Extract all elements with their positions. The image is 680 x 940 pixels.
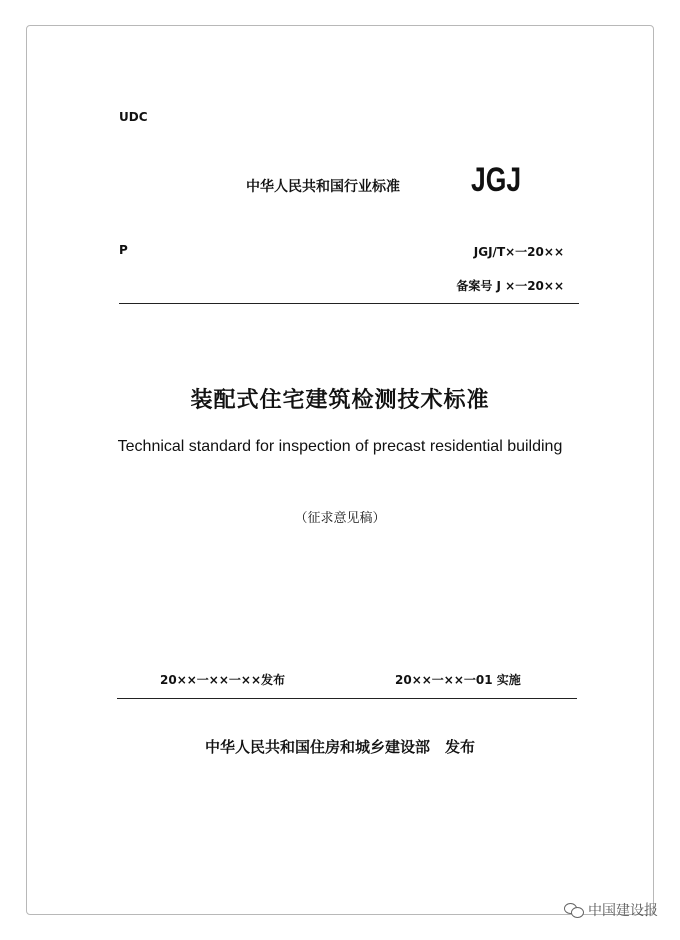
title-english: Technical standard for inspection of precast residential building: [117, 438, 563, 455]
draft-note: （征求意见稿）: [294, 511, 386, 526]
watermark: [564, 900, 658, 920]
publisher: 中华人民共和国住房和城乡建设部 发布: [204, 738, 475, 756]
p-mark: P: [119, 243, 128, 257]
issue-date: 20××一××一××发布: [160, 673, 286, 687]
standard-type: 中华人民共和国行业标准: [246, 179, 400, 195]
document-page: [26, 25, 654, 915]
record-number: 备案号 J ×一20××: [456, 279, 564, 293]
implementation-date: 20××一××一01 实施: [395, 673, 521, 687]
title-chinese: 装配式住宅建筑检测技术标准: [190, 388, 490, 413]
wechat-icon: [564, 902, 584, 918]
jgj-logo: JGJ: [471, 161, 522, 199]
bottom-divider: [117, 698, 577, 699]
watermark-text: 中国建设报: [588, 903, 658, 919]
top-divider: [119, 303, 579, 304]
udc-label: UDC: [119, 110, 148, 124]
standard-number: JGJ/T×一20××: [473, 245, 564, 259]
